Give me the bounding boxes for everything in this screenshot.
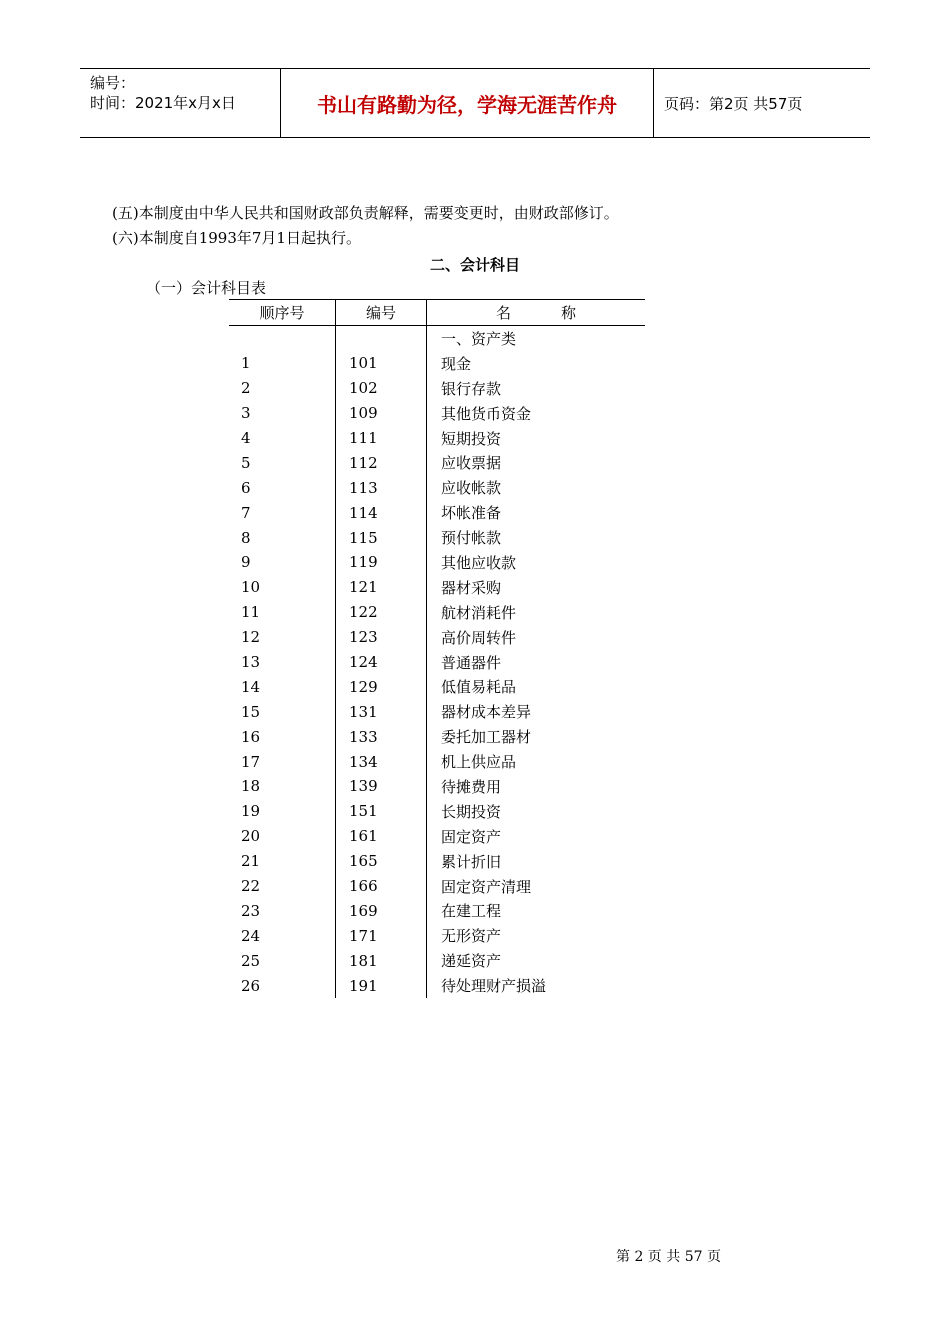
page-header [80,68,870,138]
row-code: 123 [336,625,427,650]
row-code: 171 [336,923,427,948]
row-name: 待摊费用 [441,777,502,796]
row-name: 预付帐款 [441,529,502,548]
row-name: 递延资产 [441,952,502,971]
table-header-row [229,300,645,326]
row-name: 在建工程 [441,902,502,921]
number-label: 编号： [90,74,136,92]
row-seq: 6 [229,475,336,500]
account-table-grid [229,299,645,998]
table-row [229,600,645,625]
row-code: 124 [336,650,427,675]
row-seq: 20 [229,824,336,849]
row-code: 113 [336,475,427,500]
row-seq: 19 [229,799,336,824]
table-row [229,724,645,749]
row-code: 151 [336,799,427,824]
row-name: 无形资产 [441,927,502,946]
header-meta [80,69,281,137]
table-row [229,849,645,874]
row-seq: 22 [229,874,336,899]
row-name: 机上供应品 [441,753,517,772]
table-row [229,774,645,799]
row-name: 长期投资 [441,802,502,821]
table-row [229,475,645,500]
header-page-info: 页码：第2页 共57页 [664,94,803,113]
header-seq: 顺序号 [229,300,336,326]
table-row [229,799,645,824]
row-name: 普通器件 [441,653,502,672]
row-seq: 4 [229,426,336,451]
row-name: 银行存款 [441,379,502,398]
header-code: 编号 [336,300,427,326]
row-code: 133 [336,724,427,749]
row-seq: 11 [229,600,336,625]
row-code: 102 [336,376,427,401]
table-row [229,575,645,600]
header-name [427,300,646,326]
table-row [229,973,645,998]
section-title: 二、会计科目 [429,256,520,274]
row-seq: 8 [229,525,336,550]
row-code: 131 [336,699,427,724]
row-name: 高价周转件 [441,628,517,647]
row-seq: 14 [229,674,336,699]
sub-title: （一）会计科目表 [146,279,267,297]
table-row [229,426,645,451]
row-seq: 24 [229,923,336,948]
table-row [229,674,645,699]
row-name: 低值易耗品 [441,678,517,697]
row-seq: 9 [229,550,336,575]
row-name: 航材消耗件 [441,603,517,622]
table-row [229,874,645,899]
table-row [229,650,645,675]
row-code: 111 [336,426,427,451]
row-name: 累计折旧 [441,852,502,871]
row-seq: 26 [229,973,336,998]
row-seq: 18 [229,774,336,799]
row-name: 其他应收款 [441,553,517,572]
row-name: 固定资产清理 [441,877,532,896]
row-code: 119 [336,550,427,575]
row-name: 器材采购 [441,578,502,597]
row-seq: 16 [229,724,336,749]
row-code: 129 [336,674,427,699]
row-seq: 13 [229,650,336,675]
category-row [229,326,645,351]
row-code: 134 [336,749,427,774]
row-seq: 1 [229,351,336,376]
row-code: 101 [336,351,427,376]
row-name: 固定资产 [441,827,502,846]
table-row [229,625,645,650]
row-code: 115 [336,525,427,550]
row-name: 其他货币资金 [441,404,532,423]
header-name-b: 称 [561,304,577,322]
row-code: 122 [336,600,427,625]
row-name: 应收帐款 [441,479,502,498]
row-code: 114 [336,500,427,525]
row-seq: 3 [229,401,336,426]
row-code: 109 [336,401,427,426]
table-row [229,749,645,774]
row-name: 器材成本差异 [441,703,532,722]
row-seq: 10 [229,575,336,600]
table-row [229,948,645,973]
table-row [229,376,645,401]
row-name: 委托加工器材 [441,728,532,747]
row-code: 165 [336,849,427,874]
row-seq: 5 [229,450,336,475]
row-code: 166 [336,874,427,899]
category-label: 一、资产类 [441,329,517,348]
table-row [229,351,645,376]
row-seq: 2 [229,376,336,401]
row-seq: 21 [229,849,336,874]
table-row [229,550,645,575]
row-seq: 23 [229,898,336,923]
row-code: 121 [336,575,427,600]
account-table [229,299,645,998]
row-seq: 25 [229,948,336,973]
row-code: 161 [336,824,427,849]
table-body [229,326,645,999]
table-row [229,525,645,550]
table-row [229,824,645,849]
table-row [229,898,645,923]
header-motto: 书山有路勤为径，学海无涯苦作舟 [281,69,654,137]
row-seq: 7 [229,500,336,525]
paragraph-5: (五)本制度由中华人民共和国财政部负责解释，需要变更时，由财政部修订。 [112,204,619,222]
row-name: 待处理财产损溢 [441,977,547,996]
table-row [229,699,645,724]
row-code: 191 [336,973,427,998]
row-name: 坏帐准备 [441,504,502,523]
header-name-a: 名 [495,304,511,322]
table-row [229,401,645,426]
page-footer: 第 2 页 共 57 页 [616,1249,721,1265]
row-name: 应收票据 [441,454,502,473]
row-seq: 15 [229,699,336,724]
table-row [229,450,645,475]
row-code: 139 [336,774,427,799]
paragraph-6: (六)本制度自1993年7月1日起执行。 [112,229,361,247]
row-code: 112 [336,450,427,475]
row-seq: 12 [229,625,336,650]
row-code: 169 [336,898,427,923]
table-row [229,923,645,948]
row-seq: 17 [229,749,336,774]
row-name: 短期投资 [441,429,502,448]
row-name: 现金 [441,354,472,373]
row-code: 181 [336,948,427,973]
table-row [229,500,645,525]
date-label: 时间：2021年x月x日 [90,94,236,112]
